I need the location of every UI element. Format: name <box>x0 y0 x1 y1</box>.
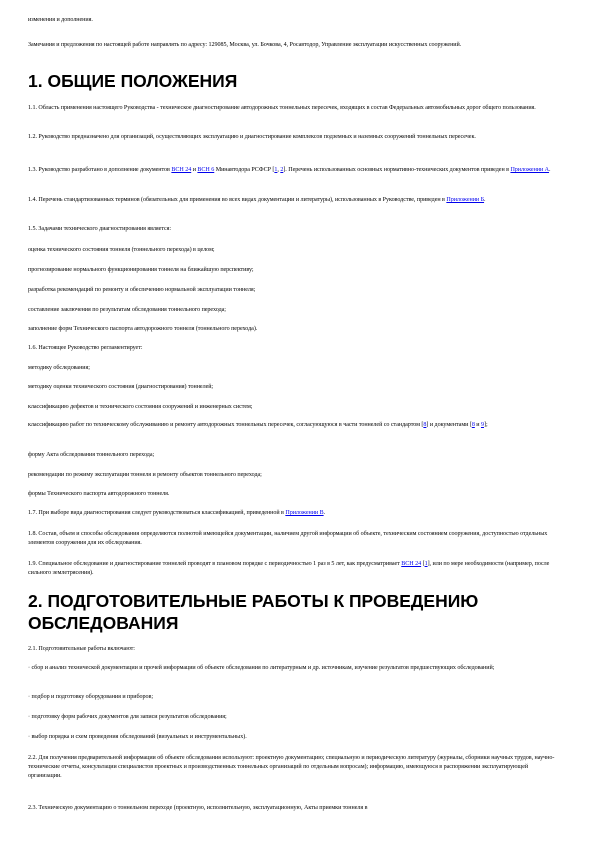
paragraph-changes: изменения и дополнения. <box>28 17 93 23</box>
paragraph-1-5: 1.5. Задачами технического диагностирования является: <box>28 226 172 232</box>
paragraph-1-9: 1.9. Специальное обследование и диагностирование тоннелей проводят в плановом порядке с периодичностью 1 раз в 5 лет, как предусматривает ВСН 24 [1], или по мере необходимости (например, после сильного землетрясения). <box>28 561 550 576</box>
paragraph-address: Замечания и предложения по настоящей работе направлять по адресу: 129085, Москва, ул. Бочкова, 4, Росавтодор, Управление эксплуатации искусственных сооружений. <box>28 42 462 48</box>
paragraph-1-6-item: методику оценки технического состояния (диагностирования) тоннелей; <box>28 384 214 390</box>
paragraph-2-3: 2.3. Техническую документацию о тоннельном переходе (проектную, исполнительную, эксплуатационную, Акты приемки тоннеля в <box>28 805 368 811</box>
paragraph-1-5-item: составление заключения по результатам обследования тоннельного перехода; <box>28 307 226 313</box>
paragraph-1-6-item: формы Технического паспорта автодорожного тоннеля. <box>28 491 170 497</box>
link-appendix-a[interactable]: Приложении А <box>510 167 550 173</box>
heading-preparatory-works: 2. ПОДГОТОВИТЕЛЬНЫЕ РАБОТЫ К ПРОВЕДЕНИЮ ОБСЛЕДОВАНИЯ <box>28 591 479 633</box>
paragraph-1-5-item: оценка технического состояния тоннеля (тоннельного перехода) в целом; <box>28 247 215 253</box>
paragraph-2-2: 2.2. Для получения предварительной информации об объекте обследования используют: проектную документацию; специальную и периодическую литературу (журналы, сборники научных трудов, научно-технические отчеты, консультации специалистов проектных и производственных тоннельных организаций по отдельным вопросам); информацию, имеющуюся в распоряжении эксплуатирующей организации. <box>28 755 555 779</box>
paragraph-2-1: 2.1. Подготовительные работы включают: <box>28 646 135 652</box>
link-vsn-24-b[interactable]: ВСН 24 <box>401 561 422 567</box>
heading-general-provisions: 1. ОБЩИЕ ПОЛОЖЕНИЯ <box>28 71 238 91</box>
link-vsn-24[interactable]: ВСН 24 <box>171 167 192 173</box>
paragraph-2-1-item: · подготовку форм рабочих документов для записи результатов обследования; <box>28 714 227 720</box>
paragraph-1-2: 1.2. Руководство предназначено для организаций, осуществляющих эксплуатацию и диагностирование комплексов подземных и наземных сооружений тоннельных пересечек. <box>28 134 476 140</box>
link-appendix-b[interactable]: Приложении Б <box>446 197 485 203</box>
link-appendix-v[interactable]: Приложении В <box>285 510 324 516</box>
paragraph-1-7: 1.7. При выборе вида диагностирования следует руководствоваться классификацией, приведенной в Приложении В. <box>28 510 326 516</box>
paragraph-1-5-item: прогнозирование нормального функционирования тоннеля на ближайшую перспективу; <box>28 267 254 273</box>
paragraph-1-8: 1.8. Состав, объем и способы обследования определяются полнотой имеющейся документации, наличием другой информации об объекте, техническим состоянием сооружения, доступностью отдельных элементов сооружения для их обследования. <box>28 531 548 546</box>
paragraph-1-6-item: методику обследования; <box>28 365 90 371</box>
link-ref-9[interactable]: 9 <box>480 422 484 428</box>
paragraph-2-1-item: · подбор и подготовку оборудования и приборов; <box>28 694 153 700</box>
paragraph-1-5-item: разработка рекомендаций по ремонту и обеспечению нормальной эксплуатации тоннеля; <box>28 287 256 293</box>
link-ref-8-doc[interactable]: 8 <box>471 422 475 428</box>
link-vsn-6[interactable]: ВСН 6 <box>197 167 215 173</box>
paragraph-1-5-item: заполнение форм Технического паспорта автодорожного тоннеля (тоннельного перехода). <box>28 326 258 332</box>
link-ref-8[interactable]: 8 <box>423 422 427 428</box>
paragraph-1-4: 1.4. Перечень стандартизованных терминов (обязательных для применения во всех видах документации и литературы), использованных в Руководстве, приведен в Приложении Б. <box>28 197 486 203</box>
paragraph-1-3: 1.3. Руководство разработано в дополнение документов ВСН 24 и ВСН 6 Минавтодора РСФСР [1, 2]. Перечень использованных основных нормативно-технических документов приведен в Приложении А. <box>28 167 551 173</box>
paragraph-1-6-item: классификацию работ по техническому обслуживанию и ремонту автодорожных тоннельных пересечек, согласующуюся в части тоннелей со стандартом [8] и документами [8 и 9]; <box>28 422 488 428</box>
paragraph-1-6: 1.6. Настоящее Руководство регламентирует: <box>28 345 143 351</box>
link-ref-1-b[interactable]: 1 <box>424 561 428 567</box>
paragraph-2-1-item: · выбор порядка и схем проведения обследований (визуальных и инструментальных). <box>28 734 247 740</box>
link-ref-2[interactable]: 2 <box>280 167 284 173</box>
paragraph-2-1-item: · сбор и анализ технической документации и прочей информации об объекте обследования по литературным и др. источникам, изучение результатов предшествующих обследований; <box>28 665 495 671</box>
paragraph-1-6-item: форму Акта обследования тоннельного перехода; <box>28 452 155 458</box>
paragraph-1-6-item: рекомендации по режиму эксплуатации тоннеля и ремонту объектов тоннельного перехода; <box>28 472 262 478</box>
link-ref-1[interactable]: 1 <box>274 167 278 173</box>
paragraph-1-6-item: классификацию дефектов и технического состояния сооружений и инженерных систем; <box>28 404 253 410</box>
paragraph-1-1: 1.1. Область применения настоящего Руководства - техническое диагностирование автодорожных тоннельных пересечек, входящих в состав Федеральных автомобильных дорог общего пользования. <box>28 105 536 111</box>
